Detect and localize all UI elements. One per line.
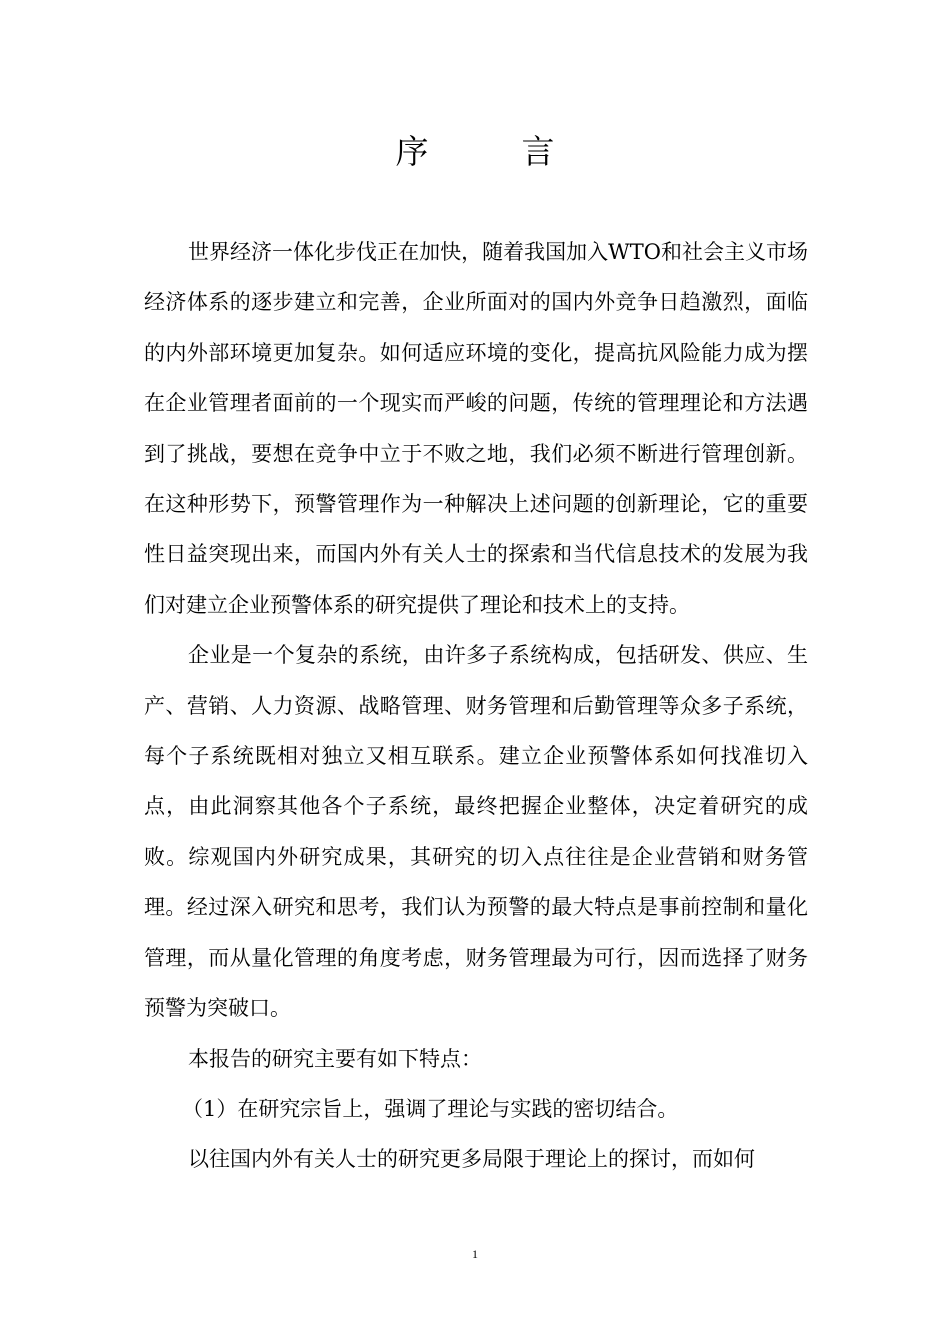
paragraph-features-lead: 本报告的研究主要有如下特点：: [188, 1046, 482, 1071]
body-text: [144, 227, 808, 1185]
page-number: 1: [472, 1247, 478, 1261]
paragraph-enterprise-system: 企业是一个复杂的系统，由许多子系统构成，包括研发、供应、生产、营销、人力资源、战略管理、财务管理和后勤管理等众多子系统，每个子系统既相对独立又相互联系。建立企业预警体系如何找准切入点，由此洞察其他各个子系统，最终把握企业整体，决定着研究的成败。综观国内外研究成果，其研究的切入点往往是企业营销和财务管理。经过深入研究和思考，我们认为预警的最大特点是事前控制和量化管理，而从量化管理的角度考虑，财务管理最为可行，因而选择了财务预警为突破口。: [144, 643, 808, 1021]
paragraph-continuation: 以往国内外有关人士的研究更多局限于理论上的探讨，而如何: [188, 1147, 755, 1172]
page-title: 序 言: [395, 132, 585, 171]
paragraph-intro: 世界经济一体化步伐正在加快，随着我国加入WTO和社会主义市场经济体系的逐步建立和完善，企业所面对的国内外竞争日趋激烈，面临的内外部环境更加复杂。如何适应环境的变化，提高抗风险能力成为摆在企业管理者面前的一个现实而严峻的问题，传统的管理理论和方法遇到了挑战，要想在竞争中立于不败之地，我们必须不断进行管理创新。在这种形势下，预警管理作为一种解决上述问题的创新理论，它的重要性日益突现出来，而国内外有关人士的探索和当代信息技术的发展为我们对建立企业预警体系的研究提供了理论和技术上的支持。: [144, 240, 808, 617]
list-item-feature-1: （1）在研究宗旨上，强调了理论与实践的密切结合。: [182, 1096, 679, 1121]
